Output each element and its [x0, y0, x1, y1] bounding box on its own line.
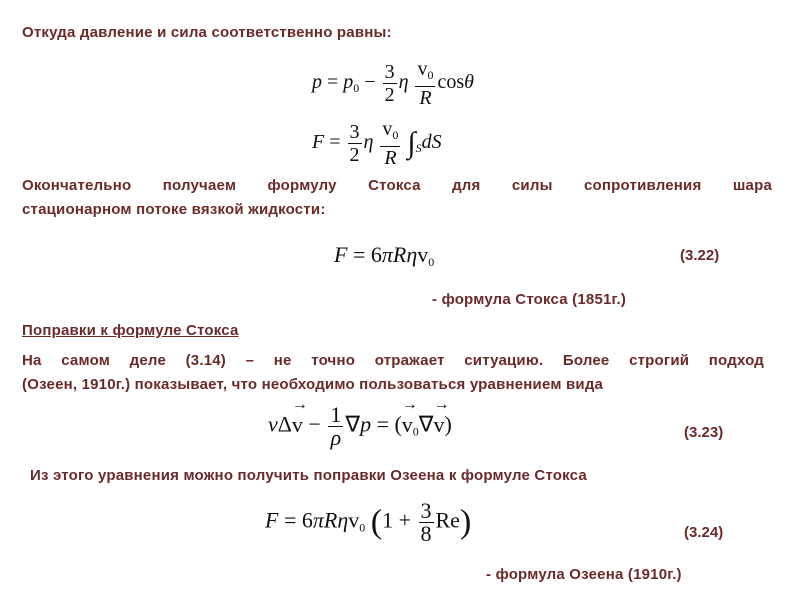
stokes-line-2: стационарном потоке вязкой жидкости: — [22, 201, 326, 218]
stokes-line-1: Окончательно получаем формулу Стокса для силы сопротивления шара — [22, 177, 772, 194]
oseen-equation: νΔ→ v − $\frac{1}{\rho}$ ∇p = (→ $v_0\nabla\to v$) — [268, 404, 452, 449]
intro-line: Откуда давление и сила соответственно равны: — [22, 24, 392, 41]
para-line-3: Из этого уравнения можно получить поправки Озеена к формуле Стокса — [30, 467, 587, 484]
eq-number-323: (3.23) — [684, 424, 724, 441]
eq-number-324: (3.24) — [684, 524, 724, 541]
oseen-note: - формула Озеена (1910г.) — [486, 566, 682, 583]
stokes-formula: F = 6πRηv$_0$ — [334, 242, 435, 269]
oseen-formula: F = 6πRηv$_0$ (1 + $\frac{3}{8}$ Re) — [265, 498, 472, 546]
para-line-1: На самом деле (3.14) – не точно отражает ситуацию. Более строгий подход — [22, 352, 764, 369]
section-heading: Поправки к формуле Стокса — [22, 322, 239, 339]
eq-number-322: (3.22) — [680, 247, 720, 264]
pressure-equation: $p = p_0$ − $\frac{3}{2}$ η $\frac{v_0}{R}$ cosθ — [312, 58, 474, 109]
stokes-note: - формула Стокса (1851г.) — [432, 291, 627, 308]
force-equation: F = $\frac{3}{2}$ η $\frac{v_0}{R}$ $\int_SdS$ — [312, 118, 442, 169]
para-line-2: (Озеен, 1910г.) показывает, что необходимо пользоваться уравнением вида — [22, 376, 604, 393]
